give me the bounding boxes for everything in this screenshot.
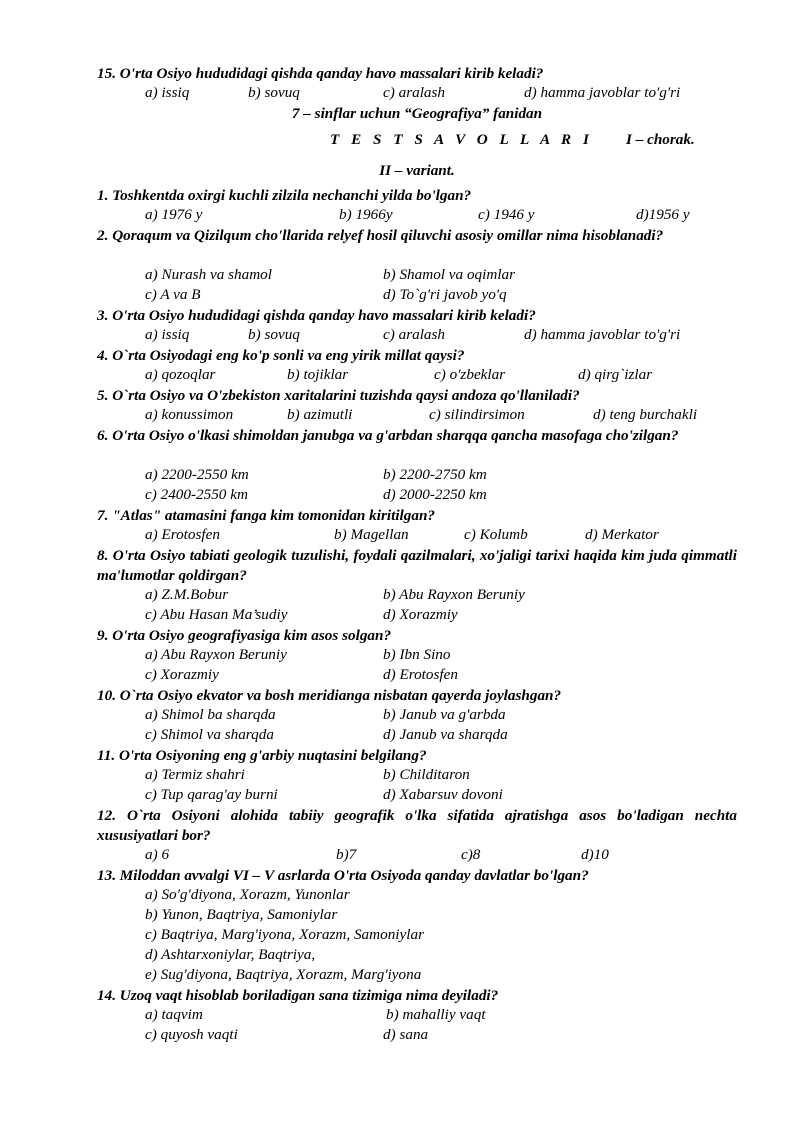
option: c) 1946 y xyxy=(478,206,535,223)
option: d)10 xyxy=(581,846,609,863)
question-11-options-row2 xyxy=(97,786,737,806)
option: d)1956 y xyxy=(636,206,690,223)
option: d) hamma javoblar to'g'ri xyxy=(524,326,681,343)
option: d) Janub va sharqda xyxy=(383,726,508,743)
option: b)7 xyxy=(336,846,357,863)
option: d) 2000-2250 km xyxy=(383,486,487,503)
question-2-options-row2 xyxy=(97,286,737,306)
option: d) teng burchakli xyxy=(593,406,698,423)
option: a) issiq xyxy=(145,84,190,101)
question-10-options-row2 xyxy=(97,726,737,746)
question-2-text: 2. Qoraqum va Qizilqum cho'llarida relyef hosil qiluvchi asosiy omillar nima hisoblanadi? xyxy=(97,227,664,244)
question-13-option-a xyxy=(97,886,737,906)
question-15-options xyxy=(97,84,737,104)
option: a) 1976 y xyxy=(145,206,203,223)
question-13-option-e xyxy=(97,966,737,986)
option: c) aralash xyxy=(383,84,446,101)
option: b) mahalliy vaqt xyxy=(386,1006,486,1023)
option: a) Erotosfen xyxy=(145,526,220,543)
question-13-option-d xyxy=(97,946,737,966)
option: a) issiq xyxy=(145,326,190,343)
option: b) Abu Rayxon Beruniy xyxy=(383,586,525,603)
option: e) Sug'diyona, Baqtriya, Xorazm, Marg'iyona xyxy=(145,966,422,983)
question-13-option-b xyxy=(97,906,737,926)
question-12-text: 12. O`rta Osiyoni alohida tabiiy geografik o'lka sifatida ajratishga asos bo'ladigan nechta xususiyatlari bor? xyxy=(97,807,737,844)
option: c) Xorazmiy xyxy=(145,666,219,683)
option: b) Ibn Sino xyxy=(383,646,451,663)
question-5-text: 5. O`rta Osiyo va O'zbekiston xaritalarini tuzishda qaysi andoza qo'llaniladi? xyxy=(97,387,580,404)
question-1-text: 1. Toshkentda oxirgi kuchli zilzila nechanchi yilda bo'lgan? xyxy=(97,187,472,204)
question-13-option-c xyxy=(97,926,737,946)
question-4-options xyxy=(97,366,737,386)
document-page xyxy=(97,64,737,1046)
question-11-text: 11. O'rta Osiyoning eng g'arbiy nuqtasini belgilang? xyxy=(97,747,427,764)
question-8-text: 8. O'rta Osiyo tabiati geologik tuzulishi, foydali qazilmalari, xo'jaligi tarixi haqida kim juda qimmatli ma'lumotlar qoldirgan? xyxy=(97,547,737,584)
question-7-text: 7. "Atlas" atamasini fanga kim tomonidan kiritilgan? xyxy=(97,507,435,524)
option: a) Z.M.Bobur xyxy=(145,586,229,603)
option: a) Abu Rayxon Beruniy xyxy=(145,646,287,663)
option: c) Baqtriya, Marg'iyona, Xorazm, Samoniylar xyxy=(145,926,424,943)
question-14-text: 14. Uzoq vaqt hisoblab boriladigan sana tizimiga nima deyiladi? xyxy=(97,987,499,1004)
question-4-text: 4. O`rta Osiyodagi eng ko'p sonli va eng yirik millat qaysi? xyxy=(97,347,465,364)
option: a) Termiz shahri xyxy=(145,766,245,783)
option: d) sana xyxy=(383,1026,429,1043)
test-header xyxy=(97,124,737,156)
test-title: T E S T S A V O L L A R I xyxy=(330,131,593,148)
option: d) qirg`izlar xyxy=(578,366,653,383)
question-8-options-row2 xyxy=(97,606,737,626)
option: a) 2200-2550 km xyxy=(145,466,249,483)
quarter-label: I – chorak. xyxy=(626,131,695,148)
option: d) To`g'ri javob yo'q xyxy=(383,286,507,303)
question-1-options xyxy=(97,206,737,226)
option: b) Magellan xyxy=(334,526,409,543)
question-6-text: 6. O'rta Osiyo o'lkasi shimoldan janubga va g'arbdan sharqqa qancha masofaga cho'zilgan? xyxy=(97,427,679,444)
option: c) A va B xyxy=(145,286,201,303)
option: c) quyosh vaqti xyxy=(145,1026,238,1043)
question-9-options-row1 xyxy=(97,646,737,666)
question-12-options xyxy=(97,846,737,866)
option: d) Xorazmiy xyxy=(383,606,458,623)
question-6-options-row2 xyxy=(97,486,737,506)
question-10-options-row1 xyxy=(97,706,737,726)
option: c) Tup qarag'ay burni xyxy=(145,786,278,803)
option: b) Shamol va oqimlar xyxy=(383,266,516,283)
option: b) Yunon, Baqtriya, Samoniylar xyxy=(145,906,338,923)
option: c)8 xyxy=(461,846,481,863)
option: a) konussimon xyxy=(145,406,234,423)
option: b) 2200-2750 km xyxy=(383,466,487,483)
variant-label: II – variant. xyxy=(379,162,455,179)
question-14-options-row1 xyxy=(97,1006,737,1026)
question-10-text: 10. O`rta Osiyo ekvator va bosh meridianga nisbatan qayerda joylashgan? xyxy=(97,687,562,704)
option: c) Shimol va sharqda xyxy=(145,726,274,743)
question-14-options-row2 xyxy=(97,1026,737,1046)
option: b) 1966y xyxy=(339,206,393,223)
option: c) 2400-2550 km xyxy=(145,486,248,503)
option: d) Ashtarxoniylar, Baqtriya, xyxy=(145,946,316,963)
question-11-options-row1 xyxy=(97,766,737,786)
question-6-options-row1 xyxy=(97,466,737,486)
option: c) silindirsimon xyxy=(429,406,525,423)
question-15-text: 15. O'rta Osiyo hududidagi qishda qanday havo massalari kirib keladi? xyxy=(97,65,544,82)
question-13-text: 13. Miloddan avvalgi VI – V asrlarda O'rta Osiyoda qanday davlatlar bo'lgan? xyxy=(97,867,589,884)
option: b) Childitaron xyxy=(383,766,470,783)
option: d) Xabarsuv dovoni xyxy=(383,786,503,803)
option: b) tojiklar xyxy=(287,366,349,383)
question-9-text: 9. O'rta Osiyo geografiyasiga kim asos solgan? xyxy=(97,627,392,644)
option: c) Abu Hasan Ma’sudiy xyxy=(145,606,288,623)
option: a) So'g'diyona, Xorazm, Yunonlar xyxy=(145,886,350,903)
question-8-options-row1 xyxy=(97,586,737,606)
question-7-options xyxy=(97,526,737,546)
option: a) taqvim xyxy=(145,1006,203,1023)
question-2-options-row1 xyxy=(97,266,737,286)
question-3-text: 3. O'rta Osiyo hududidagi qishda qanday havo massalari kirib keladi? xyxy=(97,307,536,324)
option: a) 6 xyxy=(145,846,170,863)
option: c) Kolumb xyxy=(464,526,528,543)
question-5-options xyxy=(97,406,737,426)
option: a) qozoqlar xyxy=(145,366,216,383)
option: b) azimutli xyxy=(287,406,353,423)
option: b) sovuq xyxy=(248,84,300,101)
option: b) sovuq xyxy=(248,326,300,343)
option: d) Erotosfen xyxy=(383,666,458,683)
option: c) aralash xyxy=(383,326,446,343)
option: d) hamma javoblar to'g'ri xyxy=(524,84,681,101)
option: a) Nurash va shamol xyxy=(145,266,272,283)
option: a) Shimol ba sharqda xyxy=(145,706,276,723)
option: b) Janub va g'arbda xyxy=(383,706,506,723)
option: d) Merkator xyxy=(585,526,659,543)
question-3-options xyxy=(97,326,737,346)
option: c) o'zbeklar xyxy=(434,366,506,383)
document-subtitle: 7 – sinflar uchun “Geografiya” fanidan xyxy=(291,105,543,122)
question-9-options-row2 xyxy=(97,666,737,686)
